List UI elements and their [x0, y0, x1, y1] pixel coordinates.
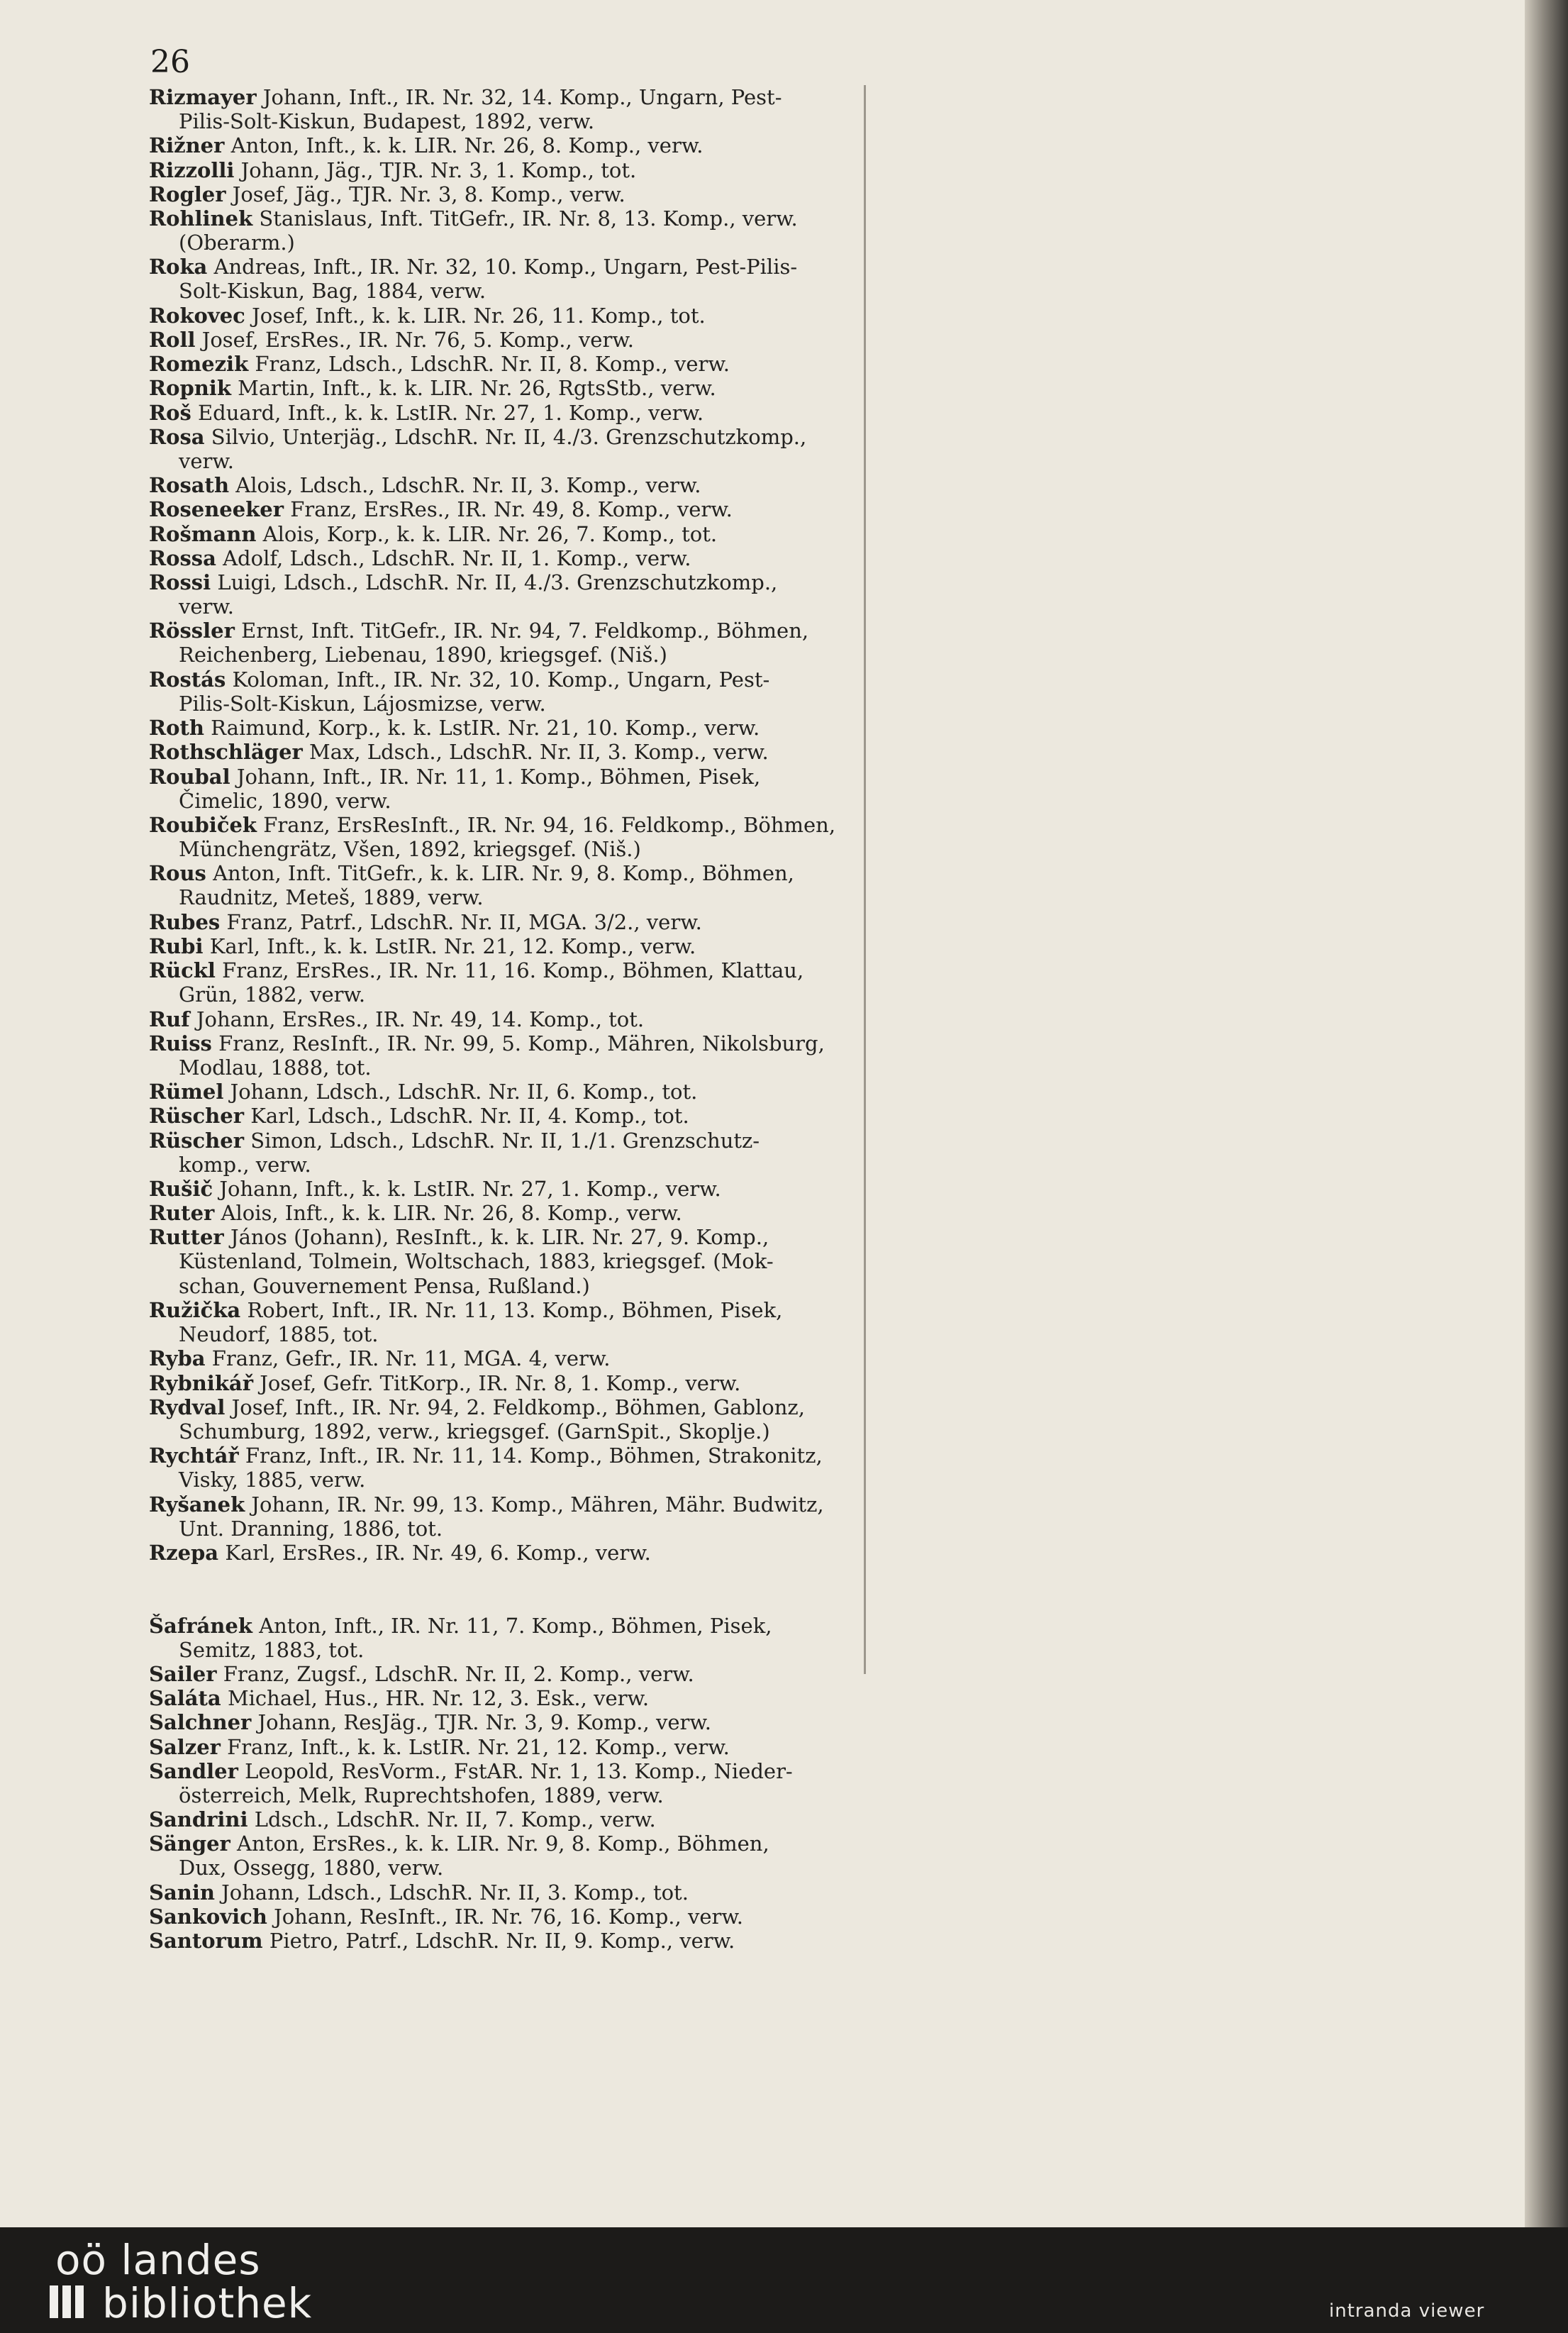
entry-details: Ldsch., LdschR. Nr. II, 7. Komp., verw.	[254, 1807, 656, 1832]
entry-line	[149, 1443, 823, 1468]
entry-details: Ernst, Inft. TitGefr., IR. Nr. 94, 7. Feldkomp., Böhmen,	[241, 619, 809, 643]
entry-surname: Rušič	[149, 1177, 213, 1201]
entry-surname: Rümel	[149, 1080, 224, 1104]
entry-details: Franz, ErsRes., IR. Nr. 49, 8. Komp., verw.	[290, 497, 733, 522]
entry-details: Michael, Hus., HR. Nr. 12, 3. Esk., verw.	[227, 1686, 650, 1711]
entry-surname: Rossa	[149, 545, 216, 570]
entry-continuation: Semitz, 1883, tot.	[179, 1637, 365, 1662]
entry-details: Johann, ErsRes., IR. Nr. 49, 14. Komp., tot.	[196, 1007, 645, 1031]
entry-surname: Rous	[149, 861, 206, 886]
entry-continuation: Dux, Ossegg, 1880, verw.	[179, 1856, 444, 1880]
entry-surname: Roš	[149, 400, 191, 425]
entry-details: Pietro, Patrf., LdschR. Nr. II, 9. Komp., verw.	[269, 1929, 735, 1954]
directory-entry	[149, 667, 769, 716]
directory-entry	[149, 1007, 644, 1031]
entry-surname: Rošmann	[149, 521, 257, 546]
directory-entry	[149, 765, 760, 813]
entry-details: schan, Gouvernement Pensa, Rußland.)	[179, 1273, 590, 1298]
entry-line	[149, 716, 760, 740]
directory-entry	[149, 255, 797, 303]
entry-details: Franz, Inft., IR. Nr. 11, 14. Komp., Böhmen, Strakonitz,	[245, 1443, 823, 1468]
entry-continuation: österreich, Melk, Ruprechtshofen, 1889, verw.	[179, 1783, 664, 1807]
entry-continuation: Grün, 1882, verw.	[179, 982, 366, 1007]
entry-details: Johann, Inft., IR. Nr. 11, 1. Komp., Böhmen, Pisek,	[236, 764, 761, 789]
entry-details: Silvio, Unterjäg., LdschR. Nr. II, 4./3. Grenzschutzkomp.,	[211, 424, 807, 449]
entry-continuation: Raudnitz, Meteš, 1889, verw.	[179, 885, 484, 910]
entry-continuation: Solt-Kiskun, Bag, 1884, verw.	[179, 279, 486, 304]
entry-surname: Rossi	[149, 570, 211, 594]
directory-entry	[149, 1735, 730, 1759]
entry-details: Simon, Ldsch., LdschR. Nr. II, 1./1. Grenzschutz-	[250, 1128, 760, 1153]
entry-line	[149, 1177, 721, 1201]
entry-line	[149, 182, 625, 206]
directory-entry	[149, 1614, 772, 1662]
entry-line	[149, 861, 794, 885]
entry-details: Johann, Inft., IR. Nr. 32, 14. Komp., Ungarn, Pest-	[262, 85, 782, 109]
entry-surname: Ryba	[149, 1346, 206, 1371]
entry-line	[149, 570, 777, 594]
column-divider	[864, 85, 866, 1674]
entry-line	[149, 304, 706, 328]
entry-details: Anton, Inft., k. k. LIR. Nr. 26, 8. Komp., verw.	[230, 133, 704, 158]
entry-surname: Sänger	[149, 1832, 230, 1856]
entry-line	[149, 1007, 644, 1031]
entry-continuation: Neudorf, 1885, tot.	[179, 1322, 379, 1346]
entry-surname: Roubal	[149, 764, 230, 789]
entry-details: János (Johann), ResInft., k. k. LIR. Nr. 27, 9. Komp.,	[230, 1225, 769, 1250]
entry-line	[149, 619, 808, 643]
entry-details: Robert, Inft., IR. Nr. 11, 13. Komp., Böhmen, Pisek,	[247, 1298, 783, 1322]
entry-continuation: Schumburg, 1892, verw., kriegsgef. (GarnSpit., Skoplje.)	[179, 1419, 770, 1443]
directory-entry	[149, 304, 706, 328]
entry-line	[149, 206, 798, 231]
directory-entry	[149, 1686, 649, 1710]
entry-details: Johann, Jäg., TJR. Nr. 3, 1. Komp., tot.	[240, 157, 637, 182]
entry-surname: Rohlinek	[149, 206, 253, 231]
entry-surname: Ropnik	[149, 376, 231, 401]
entry-details: Josef, Inft., IR. Nr. 94, 2. Feldkomp., Böhmen, Gablonz,	[231, 1395, 805, 1419]
entry-details: Josef, Jäg., TJR. Nr. 3, 8. Komp., verw.	[232, 182, 625, 206]
entry-line	[149, 85, 782, 109]
directory-entry	[149, 740, 769, 764]
entry-surname: Saláta	[149, 1686, 221, 1711]
entry-surname: Rzepa	[149, 1541, 219, 1565]
directory-entry	[149, 328, 634, 352]
directory-entry	[149, 1177, 721, 1201]
entry-line	[149, 1129, 760, 1153]
directory-entry	[149, 401, 704, 425]
entry-details: Franz, Zugsf., LdschR. Nr. II, 2. Komp., verw.	[223, 1662, 694, 1686]
entry-continuation: (Oberarm.)	[179, 231, 295, 255]
entry-details: Alois, Ldsch., LdschR. Nr. II, 3. Komp., verw.	[235, 473, 701, 498]
entry-details: Franz, Ldsch., LdschR. Nr. II, 8. Komp., verw.	[255, 352, 730, 377]
entry-details: Max, Ldsch., LdschR. Nr. II, 3. Komp., verw.	[309, 740, 769, 765]
entry-line	[149, 1686, 649, 1710]
directory-entry	[149, 1104, 689, 1128]
library-logo-line2: bibliothek	[102, 2279, 313, 2327]
entry-surname: Sanin	[149, 1880, 215, 1905]
entry-details: Franz, ResInft., IR. Nr. 99, 5. Komp., Mähren, Nikolsburg,	[218, 1031, 825, 1055]
entry-line	[149, 1929, 735, 1953]
directory-entry	[149, 1880, 689, 1905]
entry-line	[149, 667, 769, 692]
entry-continuation: komp., verw.	[179, 1152, 311, 1177]
entry-line	[149, 910, 702, 934]
entry-details: Martin, Inft., k. k. LIR. Nr. 26, RgtsStb., verw.	[238, 376, 716, 401]
entry-details: Franz, Inft., k. k. LstIR. Nr. 21, 12. Komp., verw.	[227, 1734, 730, 1759]
entry-surname: Rüscher	[149, 1104, 244, 1129]
directory-entry	[149, 1201, 682, 1225]
entry-surname: Salzer	[149, 1734, 221, 1759]
entry-line	[149, 497, 733, 521]
entry-line	[149, 958, 804, 982]
entry-surname: Roka	[149, 255, 208, 279]
entry-surname: Santorum	[149, 1929, 263, 1954]
entry-details: Josef, Inft., k. k. LIR. Nr. 26, 11. Komp., tot.	[252, 303, 706, 328]
entry-continuation: Pilis-Solt-Kiskun, Budapest, 1892, verw.	[179, 109, 595, 133]
directory-entry	[149, 958, 804, 1007]
entry-line	[149, 1395, 805, 1419]
entry-details: Raimund, Korp., k. k. LstIR. Nr. 21, 10. Komp., verw.	[211, 716, 760, 741]
entry-line	[149, 1492, 824, 1517]
entry-details: Johann, ResInft., IR. Nr. 76, 16. Komp., verw.	[274, 1905, 743, 1929]
directory-entry	[149, 473, 701, 497]
directory-entry	[149, 861, 794, 909]
entry-line	[149, 1104, 689, 1128]
directory-entry	[149, 716, 760, 740]
entry-details: Alois, Inft., k. k. LIR. Nr. 26, 8. Komp., verw.	[221, 1201, 682, 1226]
entry-line	[149, 813, 835, 837]
page-edge-shadow	[1525, 0, 1568, 2227]
directory-entry	[149, 570, 777, 619]
entry-surname: Sandrini	[149, 1807, 248, 1832]
directory-entry	[149, 546, 691, 570]
entry-surname: Roll	[149, 328, 196, 352]
directory-entry	[149, 1443, 823, 1492]
directory-entry	[149, 1807, 656, 1832]
directory-entry	[149, 1274, 590, 1298]
directory-entry	[149, 376, 716, 400]
entry-surname: Ruf	[149, 1007, 190, 1031]
entry-line	[149, 425, 806, 449]
entry-surname: Ružička	[149, 1298, 241, 1322]
entry-line	[149, 352, 730, 376]
directory-entry	[149, 133, 703, 157]
entry-details: Franz, Gefr., IR. Nr. 11, MGA. 4, verw.	[211, 1346, 611, 1371]
directory-entry	[149, 352, 730, 376]
entry-surname: Rižner	[149, 133, 225, 158]
directory-entry	[149, 1929, 735, 1953]
entry-line	[149, 158, 636, 182]
viewer-brand-label: intranda viewer	[1329, 2300, 1485, 2322]
entry-surname: Rogler	[149, 182, 226, 206]
directory-entry	[149, 425, 806, 473]
entry-details: Josef, ErsRes., IR. Nr. 76, 5. Komp., verw.	[201, 328, 634, 352]
directory-entry	[149, 85, 782, 133]
entry-surname: Rutter	[149, 1225, 224, 1250]
entry-details: Karl, ErsRes., IR. Nr. 49, 6. Komp., verw.	[225, 1541, 651, 1565]
entry-surname: Sankovich	[149, 1905, 267, 1929]
entry-line	[149, 255, 797, 279]
entry-line	[149, 740, 769, 764]
entry-continuation: verw.	[179, 448, 235, 473]
entry-surname: Salchner	[149, 1710, 252, 1735]
entry-details: Adolf, Ldsch., LdschR. Nr. II, 1. Komp., verw.	[223, 545, 691, 570]
entry-continuation: Unt. Dranning, 1886, tot.	[179, 1516, 443, 1541]
entry-line	[149, 765, 760, 789]
entry-surname: Rychtář	[149, 1443, 239, 1468]
entry-line	[149, 1274, 590, 1298]
entry-details: Anton, ErsRes., k. k. LIR. Nr. 9, 8. Komp., Böhmen,	[237, 1832, 769, 1856]
entry-line	[149, 1807, 656, 1832]
entry-details: Franz, Patrf., LdschR. Nr. II, MGA. 3/2., verw.	[226, 909, 702, 934]
entry-surname: Rückl	[149, 958, 216, 983]
entry-line	[149, 1371, 740, 1395]
directory-entry	[149, 1541, 651, 1565]
entry-surname: Ryšanek	[149, 1492, 245, 1517]
directory-entry	[149, 522, 717, 546]
entry-details: Luigi, Ldsch., LdschR. Nr. II, 4./3. Grenzschutzkomp.,	[217, 570, 778, 594]
entry-details: Johann, Ldsch., LdschR. Nr. II, 6. Komp., tot.	[230, 1080, 698, 1104]
entry-details: Josef, Gefr. TitKorp., IR. Nr. 8, 1. Komp., verw.	[260, 1370, 741, 1395]
entry-line	[149, 1346, 610, 1370]
directory-entry	[149, 1662, 694, 1686]
directory-entry	[149, 1225, 774, 1273]
entry-details: Eduard, Inft., k. k. LstIR. Nr. 27, 1. Komp., verw.	[198, 400, 704, 425]
entry-surname: Rosa	[149, 424, 205, 449]
library-logo-line1: oö landes	[55, 2236, 261, 2284]
entry-surname: Romezik	[149, 352, 249, 377]
directory-entry	[149, 158, 636, 182]
entry-details: Franz, ErsResInft., IR. Nr. 94, 16. Feldkomp., Böhmen,	[263, 813, 836, 837]
entry-surname: Ruter	[149, 1201, 215, 1226]
entry-continuation: Reichenberg, Liebenau, 1890, kriegsgef. (Niš.)	[179, 643, 667, 667]
directory-entry	[149, 1492, 824, 1541]
directory-entry	[149, 1031, 825, 1080]
directory-entry	[149, 1395, 805, 1443]
directory-entry	[149, 934, 696, 958]
entry-details: Johann, IR. Nr. 99, 13. Komp., Mähren, Mähr. Budwitz,	[251, 1492, 824, 1517]
entry-surname: Rybnikář	[149, 1370, 253, 1395]
entry-details: Andreas, Inft., IR. Nr. 32, 10. Komp., Ungarn, Pest-Pilis-	[213, 255, 798, 279]
entry-continuation: Modlau, 1888, tot.	[179, 1055, 372, 1080]
page-number: 26	[150, 44, 190, 80]
entry-surname: Roth	[149, 716, 204, 741]
directory-entry	[149, 619, 808, 667]
entry-surname: Rizmayer	[149, 85, 257, 109]
directory-entry	[149, 1080, 697, 1104]
entry-continuation: Visky, 1885, verw.	[179, 1468, 366, 1492]
entry-line	[149, 473, 701, 497]
entry-line	[149, 1662, 694, 1686]
entry-details: Anton, Inft. TitGefr., k. k. LIR. Nr. 9, 8. Komp., Böhmen,	[213, 861, 794, 886]
entry-line	[149, 1759, 793, 1783]
directory-entry	[149, 1298, 782, 1346]
entry-surname: Rokovec	[149, 303, 245, 328]
entry-continuation: verw.	[179, 594, 235, 619]
entry-line	[149, 934, 696, 958]
entry-line	[149, 401, 704, 425]
directory-entry	[149, 1129, 760, 1177]
entry-details: Karl, Ldsch., LdschR. Nr. II, 4. Komp., tot.	[250, 1104, 689, 1129]
entry-line	[149, 1201, 682, 1225]
entry-details: Johann, ResJäg., TJR. Nr. 3, 9. Komp., verw.	[257, 1710, 711, 1735]
entry-surname: Roseneeker	[149, 497, 284, 522]
entry-details: Johann, Inft., k. k. LstIR. Nr. 27, 1. Komp., verw.	[219, 1177, 721, 1201]
entry-surname: Rosath	[149, 473, 230, 498]
entry-details: Anton, Inft., IR. Nr. 11, 7. Komp., Böhmen, Pisek,	[259, 1613, 772, 1638]
entry-surname: Roubiček	[149, 813, 257, 837]
entry-line	[149, 1080, 697, 1104]
entry-line	[149, 1614, 772, 1638]
entry-surname: Rostás	[149, 667, 226, 692]
entry-surname: Rubes	[149, 909, 221, 934]
entry-line	[149, 522, 717, 546]
entry-surname: Sandler	[149, 1758, 238, 1783]
directory-entry	[149, 182, 625, 206]
entry-surname: Rüscher	[149, 1128, 244, 1153]
entry-details: Leopold, ResVorm., FstAR. Nr. 1, 13. Komp., Nieder-	[245, 1758, 793, 1783]
entry-line	[149, 1298, 782, 1322]
entry-line	[149, 328, 634, 352]
entry-line	[149, 1832, 769, 1856]
entry-continuation: Küstenland, Tolmein, Woltschach, 1883, kriegsgef. (Mok-	[179, 1249, 774, 1274]
directory-entry	[149, 910, 702, 934]
entry-surname: Rydval	[149, 1395, 226, 1419]
entry-line	[149, 1710, 711, 1734]
entry-line	[149, 376, 716, 400]
entry-surname: Sailer	[149, 1662, 217, 1686]
directory-entry	[149, 206, 798, 255]
directory-entry	[149, 1905, 743, 1929]
entry-surname: Šafránek	[149, 1613, 252, 1638]
directory-entry	[149, 1832, 769, 1880]
entry-line	[149, 1735, 730, 1759]
library-logo-bars-icon	[50, 2285, 92, 2320]
entry-line	[149, 133, 703, 157]
directory-entry	[149, 813, 835, 861]
entry-surname: Rothschläger	[149, 740, 303, 765]
directory-entry	[149, 1759, 793, 1807]
directory-entry	[149, 497, 733, 521]
entry-continuation: Münchengrätz, Všen, 1892, kriegsgef. (Niš.)	[179, 837, 641, 861]
entry-surname: Ruiss	[149, 1031, 212, 1055]
entry-continuation: Pilis-Solt-Kiskun, Lájosmizse, verw.	[179, 691, 546, 716]
entry-continuation: Čimelic, 1890, verw.	[179, 788, 391, 813]
entry-details: Koloman, Inft., IR. Nr. 32, 10. Komp., Ungarn, Pest-	[232, 667, 770, 692]
entry-details: Alois, Korp., k. k. LIR. Nr. 26, 7. Komp., tot.	[262, 521, 718, 546]
entry-line	[149, 546, 691, 570]
entry-details: Stanislaus, Inft. TitGefr., IR. Nr. 8, 13. Komp., verw.	[259, 206, 798, 231]
entry-line	[149, 1225, 769, 1249]
entry-line	[149, 1905, 743, 1929]
entry-surname: Rizzolli	[149, 157, 235, 182]
entry-line	[149, 1880, 689, 1905]
entry-surname: Rössler	[149, 619, 235, 643]
directory-entry	[149, 1346, 610, 1370]
directory-entry	[149, 1710, 711, 1734]
entry-line	[149, 1541, 651, 1565]
entry-details: Johann, Ldsch., LdschR. Nr. II, 3. Komp., tot.	[221, 1880, 689, 1905]
entry-details: Karl, Inft., k. k. LstIR. Nr. 21, 12. Komp., verw.	[209, 934, 696, 958]
entry-line	[149, 1031, 825, 1055]
entry-details: Franz, ErsRes., IR. Nr. 11, 16. Komp., Böhmen, Klattau,	[222, 958, 804, 983]
directory-entry	[149, 1371, 740, 1395]
entry-surname: Rubi	[149, 934, 204, 958]
